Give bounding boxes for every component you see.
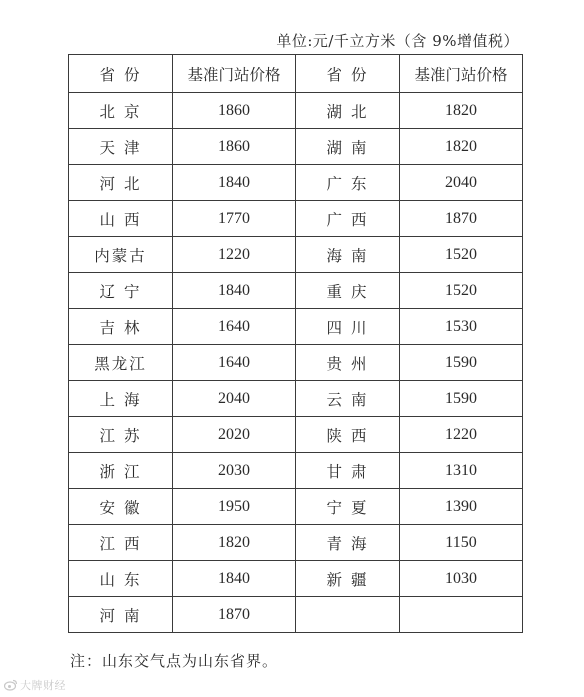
province-cell: 河 北 xyxy=(69,165,173,201)
table-header-row xyxy=(69,55,523,93)
table-row xyxy=(69,165,523,201)
price-cell: 1820 xyxy=(400,129,523,165)
province-cell: 海 南 xyxy=(296,237,400,273)
price-cell: 1770 xyxy=(173,201,296,237)
price-cell: 1840 xyxy=(173,165,296,201)
price-cell: 1640 xyxy=(173,309,296,345)
province-cell: 陕 西 xyxy=(296,417,400,453)
table-row xyxy=(69,417,523,453)
price-cell: 1030 xyxy=(400,561,523,597)
price-cell: 1840 xyxy=(173,273,296,309)
table-row xyxy=(69,237,523,273)
price-cell: 1150 xyxy=(400,525,523,561)
header-price-right: 基准门站价格 xyxy=(400,55,523,93)
price-cell: 1520 xyxy=(400,273,523,309)
price-cell: 1590 xyxy=(400,381,523,417)
table-row xyxy=(69,309,523,345)
province-cell: 山 东 xyxy=(69,561,173,597)
price-cell: 1520 xyxy=(400,237,523,273)
unit-label: 单位:元/千立方米（含 9%增值税） xyxy=(276,32,519,50)
price-cell: 1840 xyxy=(173,561,296,597)
table-row xyxy=(69,345,523,381)
province-cell: 江 西 xyxy=(69,525,173,561)
price-cell: 1860 xyxy=(173,93,296,129)
province-cell: 宁 夏 xyxy=(296,489,400,525)
table-row xyxy=(69,93,523,129)
table-body xyxy=(69,93,523,633)
province-cell: 北 京 xyxy=(69,93,173,129)
table-row xyxy=(69,381,523,417)
gas-price-table xyxy=(68,54,523,633)
province-cell: 四 川 xyxy=(296,309,400,345)
price-cell: 1820 xyxy=(173,525,296,561)
price-cell: 2040 xyxy=(173,381,296,417)
price-cell: 1870 xyxy=(400,201,523,237)
province-cell: 天 津 xyxy=(69,129,173,165)
header-price-left: 基准门站价格 xyxy=(173,55,296,93)
province-cell xyxy=(296,597,400,633)
table-row xyxy=(69,273,523,309)
province-cell: 江 苏 xyxy=(69,417,173,453)
province-cell: 甘 肃 xyxy=(296,453,400,489)
province-cell: 黑龙江 xyxy=(69,345,173,381)
price-cell: 2030 xyxy=(173,453,296,489)
province-cell: 山 西 xyxy=(69,201,173,237)
table-row xyxy=(69,129,523,165)
price-cell: 1590 xyxy=(400,345,523,381)
table-row xyxy=(69,489,523,525)
price-cell: 2020 xyxy=(173,417,296,453)
price-cell: 1640 xyxy=(173,345,296,381)
price-cell: 1820 xyxy=(400,93,523,129)
price-cell xyxy=(400,597,523,633)
province-cell: 辽 宁 xyxy=(69,273,173,309)
header-province-left: 省 份 xyxy=(69,55,173,93)
province-cell: 新 疆 xyxy=(296,561,400,597)
province-cell: 河 南 xyxy=(69,597,173,633)
province-cell: 浙 江 xyxy=(69,453,173,489)
table-row xyxy=(69,561,523,597)
province-cell: 吉 林 xyxy=(69,309,173,345)
province-cell: 湖 北 xyxy=(296,93,400,129)
watermark-text: 大牌财经 xyxy=(20,680,66,692)
province-cell: 广 西 xyxy=(296,201,400,237)
price-cell: 1950 xyxy=(173,489,296,525)
footnote: 注：山东交气点为山东省界。 xyxy=(70,652,279,670)
header-province-right: 省 份 xyxy=(296,55,400,93)
table-row xyxy=(69,201,523,237)
price-cell: 1870 xyxy=(173,597,296,633)
table-row xyxy=(69,525,523,561)
price-cell: 1390 xyxy=(400,489,523,525)
weibo-logo-icon xyxy=(4,679,18,691)
province-cell: 广 东 xyxy=(296,165,400,201)
price-cell: 1530 xyxy=(400,309,523,345)
price-cell: 1310 xyxy=(400,453,523,489)
province-cell: 重 庆 xyxy=(296,273,400,309)
province-cell: 湖 南 xyxy=(296,129,400,165)
province-cell: 上 海 xyxy=(69,381,173,417)
watermark xyxy=(4,677,66,693)
province-cell: 青 海 xyxy=(296,525,400,561)
table-row xyxy=(69,453,523,489)
price-cell: 1220 xyxy=(400,417,523,453)
table-row xyxy=(69,597,523,633)
province-cell: 贵 州 xyxy=(296,345,400,381)
price-cell: 1860 xyxy=(173,129,296,165)
province-cell: 云 南 xyxy=(296,381,400,417)
province-cell: 安 徽 xyxy=(69,489,173,525)
province-cell: 内蒙古 xyxy=(69,237,173,273)
price-cell: 2040 xyxy=(400,165,523,201)
price-cell: 1220 xyxy=(173,237,296,273)
